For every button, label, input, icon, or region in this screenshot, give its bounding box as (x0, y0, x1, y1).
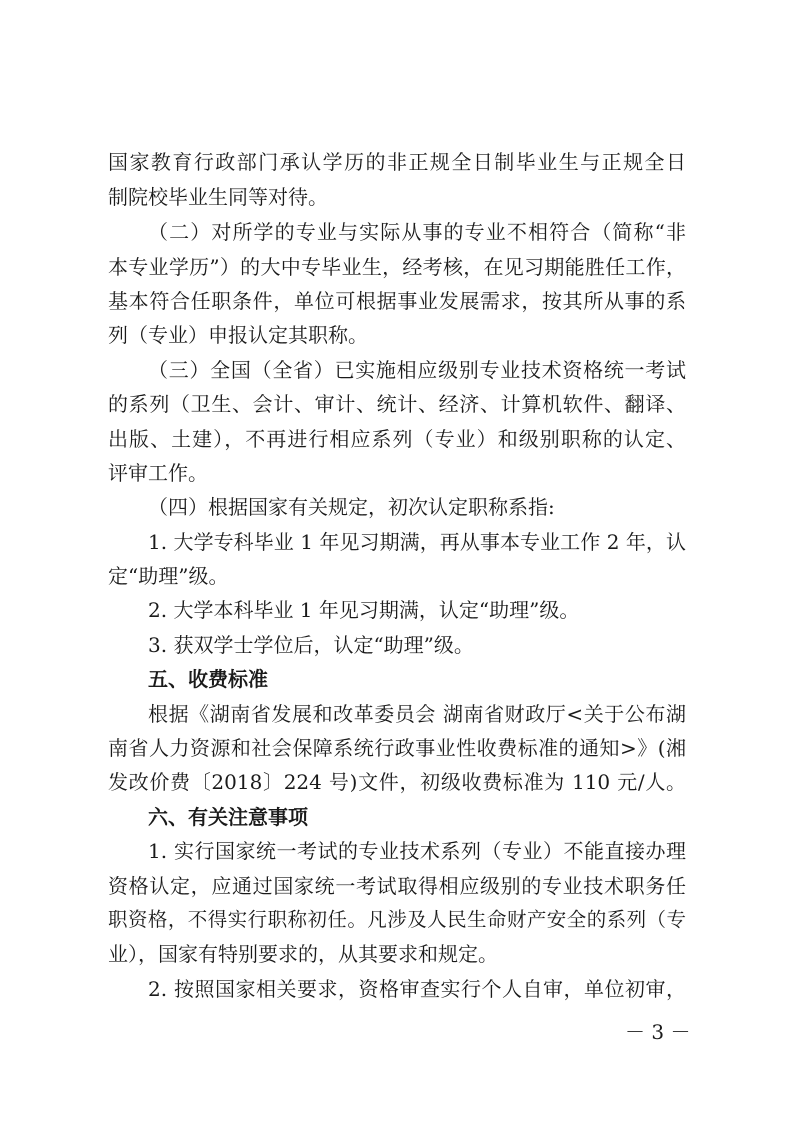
body-text-line: 资格认定，应通过国家统一考试取得相应级别的专业技术职务任 (108, 874, 686, 898)
section-heading-notes: 六、有关注意事项 (148, 805, 308, 829)
body-text-line: 3. 获双学士学位后，认定“助理”级。 (148, 633, 474, 657)
body-text-line: 基本符合任职条件，单位可根据事业发展需求，按其所从事的系 (108, 289, 686, 313)
body-text-line: 本专业学历”）的大中专毕业生，经考核，在见习期能胜任工作， (108, 255, 686, 279)
section-heading-fees: 五、收费标准 (148, 667, 268, 691)
body-text-line: 评审工作。 (108, 461, 208, 485)
body-text-line: 出版、土建），不再进行相应系列（专业）和级别职称的认定、 (108, 427, 686, 451)
body-text-line: 业），国家有特别要求的，从其要求和规定。 (108, 942, 498, 966)
body-text-line: （三）全国（全省）已实施相应级别专业技术资格统一考试 (148, 358, 686, 382)
body-text-line: 1. 大学专科毕业 1 年见习期满，再从事本专业工作 2 年，认 (148, 530, 686, 554)
body-text-line: 根据《湖南省发展和改革委员会 湖南省财政厅<关于公布湖 (148, 702, 686, 726)
body-text-line: 南省人力资源和社会保障系统行政事业性收费标准的通知>》(湘 (108, 736, 686, 760)
body-text-line: （二）对所学的专业与实际从事的专业不相符合（简称“非 (148, 220, 686, 244)
body-text-line: 2. 按照国家相关要求，资格审查实行个人自审，单位初审， (148, 977, 686, 1001)
body-text-line: 2. 大学本科毕业 1 年见习期满，认定“助理”级。 (148, 598, 580, 622)
body-text-line: 列（专业）申报认定其职称。 (108, 323, 368, 347)
body-text-line: 职资格，不得实行职称初任。凡涉及人民生命财产安全的系列（专 (108, 908, 686, 931)
body-text-line: （四）根据国家有关规定，初次认定职称系指: (148, 495, 555, 519)
body-text-line: 发改价费〔2018〕224 号)文件，初级收费标准为 110 元/人。 (108, 770, 686, 794)
body-text-line: 定“助理”级。 (108, 564, 229, 588)
body-text-line: 国家教育行政部门承认学历的非正规全日制毕业生与正规全日 (108, 150, 686, 174)
page-number: － 3 － (625, 1020, 691, 1044)
body-text-line: 1. 实行国家统一考试的专业技术系列（专业）不能直接办理 (148, 839, 686, 863)
body-text-line: 制院校毕业生同等对待。 (108, 185, 328, 209)
body-text-line: 的系列（卫生、会计、审计、统计、经济、计算机软件、翻译、 (108, 392, 686, 416)
